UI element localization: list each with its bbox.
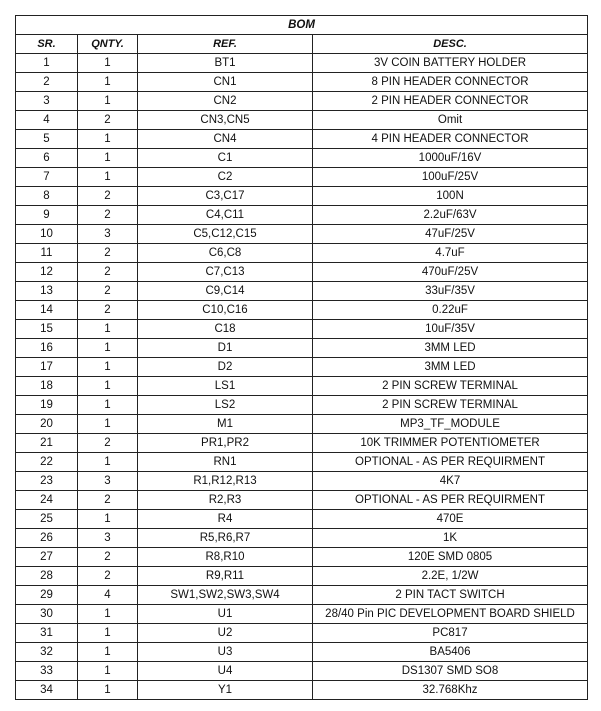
cell-desc: 2 PIN SCREW TERMINAL <box>313 377 588 396</box>
table-row <box>16 396 588 415</box>
cell-sr: 32 <box>16 643 78 662</box>
cell-ref: D1 <box>138 339 313 358</box>
cell-desc: 470E <box>313 510 588 529</box>
cell-desc: 3V COIN BATTERY HOLDER <box>313 54 588 73</box>
cell-sr: 6 <box>16 149 78 168</box>
cell-qty: 3 <box>78 225 138 244</box>
cell-ref: SW1,SW2,SW3,SW4 <box>138 586 313 605</box>
cell-qty: 2 <box>78 244 138 263</box>
cell-ref: R9,R11 <box>138 567 313 586</box>
cell-sr: 29 <box>16 586 78 605</box>
cell-sr: 9 <box>16 206 78 225</box>
cell-qty: 1 <box>78 130 138 149</box>
cell-sr: 8 <box>16 187 78 206</box>
cell-desc: 2 PIN TACT SWITCH <box>313 586 588 605</box>
cell-ref: U2 <box>138 624 313 643</box>
cell-ref: C5,C12,C15 <box>138 225 313 244</box>
header-row <box>16 35 588 54</box>
table-row <box>16 377 588 396</box>
table-row <box>16 624 588 643</box>
cell-ref: CN2 <box>138 92 313 111</box>
cell-sr: 12 <box>16 263 78 282</box>
cell-sr: 22 <box>16 453 78 472</box>
cell-ref: C4,C11 <box>138 206 313 225</box>
cell-qty: 2 <box>78 567 138 586</box>
cell-sr: 26 <box>16 529 78 548</box>
cell-sr: 16 <box>16 339 78 358</box>
cell-desc: 47uF/25V <box>313 225 588 244</box>
cell-sr: 28 <box>16 567 78 586</box>
cell-sr: 1 <box>16 54 78 73</box>
cell-sr: 14 <box>16 301 78 320</box>
cell-ref: Y1 <box>138 681 313 700</box>
cell-qty: 2 <box>78 206 138 225</box>
cell-qty: 2 <box>78 263 138 282</box>
table-row <box>16 415 588 434</box>
header-qty: QNTY. <box>78 35 138 54</box>
table-row <box>16 320 588 339</box>
table-row <box>16 548 588 567</box>
cell-desc: Omit <box>313 111 588 130</box>
table-title: BOM <box>16 16 588 35</box>
cell-sr: 3 <box>16 92 78 111</box>
cell-desc: 8 PIN HEADER CONNECTOR <box>313 73 588 92</box>
cell-qty: 1 <box>78 453 138 472</box>
cell-qty: 1 <box>78 605 138 624</box>
cell-sr: 5 <box>16 130 78 149</box>
cell-qty: 2 <box>78 491 138 510</box>
cell-ref: R8,R10 <box>138 548 313 567</box>
cell-ref: LS1 <box>138 377 313 396</box>
cell-ref: BT1 <box>138 54 313 73</box>
cell-qty: 2 <box>78 434 138 453</box>
cell-ref: LS2 <box>138 396 313 415</box>
cell-sr: 7 <box>16 168 78 187</box>
cell-desc: OPTIONAL - AS PER REQUIRMENT <box>313 453 588 472</box>
cell-desc: 470uF/25V <box>313 263 588 282</box>
bom-body <box>16 54 588 700</box>
table-row <box>16 244 588 263</box>
cell-qty: 1 <box>78 358 138 377</box>
cell-sr: 24 <box>16 491 78 510</box>
table-row <box>16 491 588 510</box>
table-row <box>16 92 588 111</box>
cell-qty: 2 <box>78 282 138 301</box>
table-row <box>16 605 588 624</box>
cell-ref: C7,C13 <box>138 263 313 282</box>
cell-desc: 33uF/35V <box>313 282 588 301</box>
cell-sr: 30 <box>16 605 78 624</box>
table-row <box>16 453 588 472</box>
table-row <box>16 586 588 605</box>
cell-ref: RN1 <box>138 453 313 472</box>
cell-qty: 1 <box>78 73 138 92</box>
cell-qty: 1 <box>78 377 138 396</box>
cell-ref: R2,R3 <box>138 491 313 510</box>
table-row <box>16 111 588 130</box>
cell-desc: 1K <box>313 529 588 548</box>
cell-qty: 1 <box>78 662 138 681</box>
cell-ref: U1 <box>138 605 313 624</box>
cell-desc: 0.22uF <box>313 301 588 320</box>
cell-qty: 2 <box>78 111 138 130</box>
cell-desc: 4.7uF <box>313 244 588 263</box>
cell-qty: 1 <box>78 168 138 187</box>
title-row <box>16 16 588 35</box>
cell-qty: 2 <box>78 187 138 206</box>
cell-sr: 27 <box>16 548 78 567</box>
cell-sr: 18 <box>16 377 78 396</box>
cell-ref: C1 <box>138 149 313 168</box>
cell-desc: 2.2E, 1/2W <box>313 567 588 586</box>
cell-ref: R4 <box>138 510 313 529</box>
cell-qty: 1 <box>78 149 138 168</box>
table-row <box>16 339 588 358</box>
cell-ref: CN1 <box>138 73 313 92</box>
cell-ref: U4 <box>138 662 313 681</box>
cell-sr: 33 <box>16 662 78 681</box>
cell-sr: 31 <box>16 624 78 643</box>
cell-ref: CN3,CN5 <box>138 111 313 130</box>
table-row <box>16 662 588 681</box>
cell-qty: 4 <box>78 586 138 605</box>
table-row <box>16 567 588 586</box>
header-sr: SR. <box>16 35 78 54</box>
table-row <box>16 358 588 377</box>
table-row <box>16 73 588 92</box>
cell-desc: 2 PIN HEADER CONNECTOR <box>313 92 588 111</box>
cell-desc: 10uF/35V <box>313 320 588 339</box>
cell-sr: 13 <box>16 282 78 301</box>
cell-sr: 17 <box>16 358 78 377</box>
cell-ref: D2 <box>138 358 313 377</box>
cell-desc: 2.2uF/63V <box>313 206 588 225</box>
table-row <box>16 263 588 282</box>
cell-qty: 1 <box>78 643 138 662</box>
cell-desc: 4 PIN HEADER CONNECTOR <box>313 130 588 149</box>
table-row <box>16 282 588 301</box>
cell-qty: 1 <box>78 320 138 339</box>
table-row <box>16 510 588 529</box>
cell-ref: C6,C8 <box>138 244 313 263</box>
cell-qty: 1 <box>78 510 138 529</box>
cell-desc: PC817 <box>313 624 588 643</box>
cell-qty: 1 <box>78 396 138 415</box>
cell-qty: 3 <box>78 472 138 491</box>
cell-ref: M1 <box>138 415 313 434</box>
bom-table <box>15 15 588 700</box>
cell-desc: 32.768Khz <box>313 681 588 700</box>
cell-desc: 1000uF/16V <box>313 149 588 168</box>
header-ref: REF. <box>138 35 313 54</box>
table-row <box>16 168 588 187</box>
cell-qty: 1 <box>78 339 138 358</box>
cell-ref: C10,C16 <box>138 301 313 320</box>
cell-qty: 2 <box>78 548 138 567</box>
table-row <box>16 643 588 662</box>
cell-desc: OPTIONAL - AS PER REQUIRMENT <box>313 491 588 510</box>
cell-qty: 2 <box>78 301 138 320</box>
table-row <box>16 681 588 700</box>
cell-sr: 23 <box>16 472 78 491</box>
cell-ref: CN4 <box>138 130 313 149</box>
cell-desc: 4K7 <box>313 472 588 491</box>
cell-ref: C9,C14 <box>138 282 313 301</box>
table-row <box>16 472 588 491</box>
table-row <box>16 301 588 320</box>
cell-sr: 15 <box>16 320 78 339</box>
cell-qty: 1 <box>78 92 138 111</box>
cell-ref: U3 <box>138 643 313 662</box>
cell-desc: 100uF/25V <box>313 168 588 187</box>
table-row <box>16 187 588 206</box>
cell-ref: R1,R12,R13 <box>138 472 313 491</box>
cell-desc: DS1307 SMD SO8 <box>313 662 588 681</box>
cell-ref: C18 <box>138 320 313 339</box>
cell-sr: 25 <box>16 510 78 529</box>
cell-sr: 19 <box>16 396 78 415</box>
cell-desc: MP3_TF_MODULE <box>313 415 588 434</box>
cell-sr: 4 <box>16 111 78 130</box>
cell-desc: 3MM LED <box>313 358 588 377</box>
cell-sr: 21 <box>16 434 78 453</box>
cell-sr: 10 <box>16 225 78 244</box>
cell-sr: 11 <box>16 244 78 263</box>
cell-desc: 10K TRIMMER POTENTIOMETER <box>313 434 588 453</box>
cell-sr: 20 <box>16 415 78 434</box>
cell-ref: R5,R6,R7 <box>138 529 313 548</box>
cell-sr: 34 <box>16 681 78 700</box>
table-row <box>16 54 588 73</box>
cell-qty: 1 <box>78 624 138 643</box>
cell-ref: PR1,PR2 <box>138 434 313 453</box>
cell-desc: 3MM LED <box>313 339 588 358</box>
cell-ref: C2 <box>138 168 313 187</box>
table-row <box>16 206 588 225</box>
cell-qty: 3 <box>78 529 138 548</box>
cell-desc: 28/40 Pin PIC DEVELOPMENT BOARD SHIELD <box>313 605 588 624</box>
cell-qty: 1 <box>78 415 138 434</box>
cell-desc: 2 PIN SCREW TERMINAL <box>313 396 588 415</box>
header-desc: DESC. <box>313 35 588 54</box>
table-row <box>16 130 588 149</box>
cell-desc: 100N <box>313 187 588 206</box>
cell-desc: 120E SMD 0805 <box>313 548 588 567</box>
cell-qty: 1 <box>78 54 138 73</box>
table-row <box>16 434 588 453</box>
table-row <box>16 149 588 168</box>
cell-ref: C3,C17 <box>138 187 313 206</box>
table-row <box>16 529 588 548</box>
table-row <box>16 225 588 244</box>
cell-desc: BA5406 <box>313 643 588 662</box>
cell-sr: 2 <box>16 73 78 92</box>
cell-qty: 1 <box>78 681 138 700</box>
